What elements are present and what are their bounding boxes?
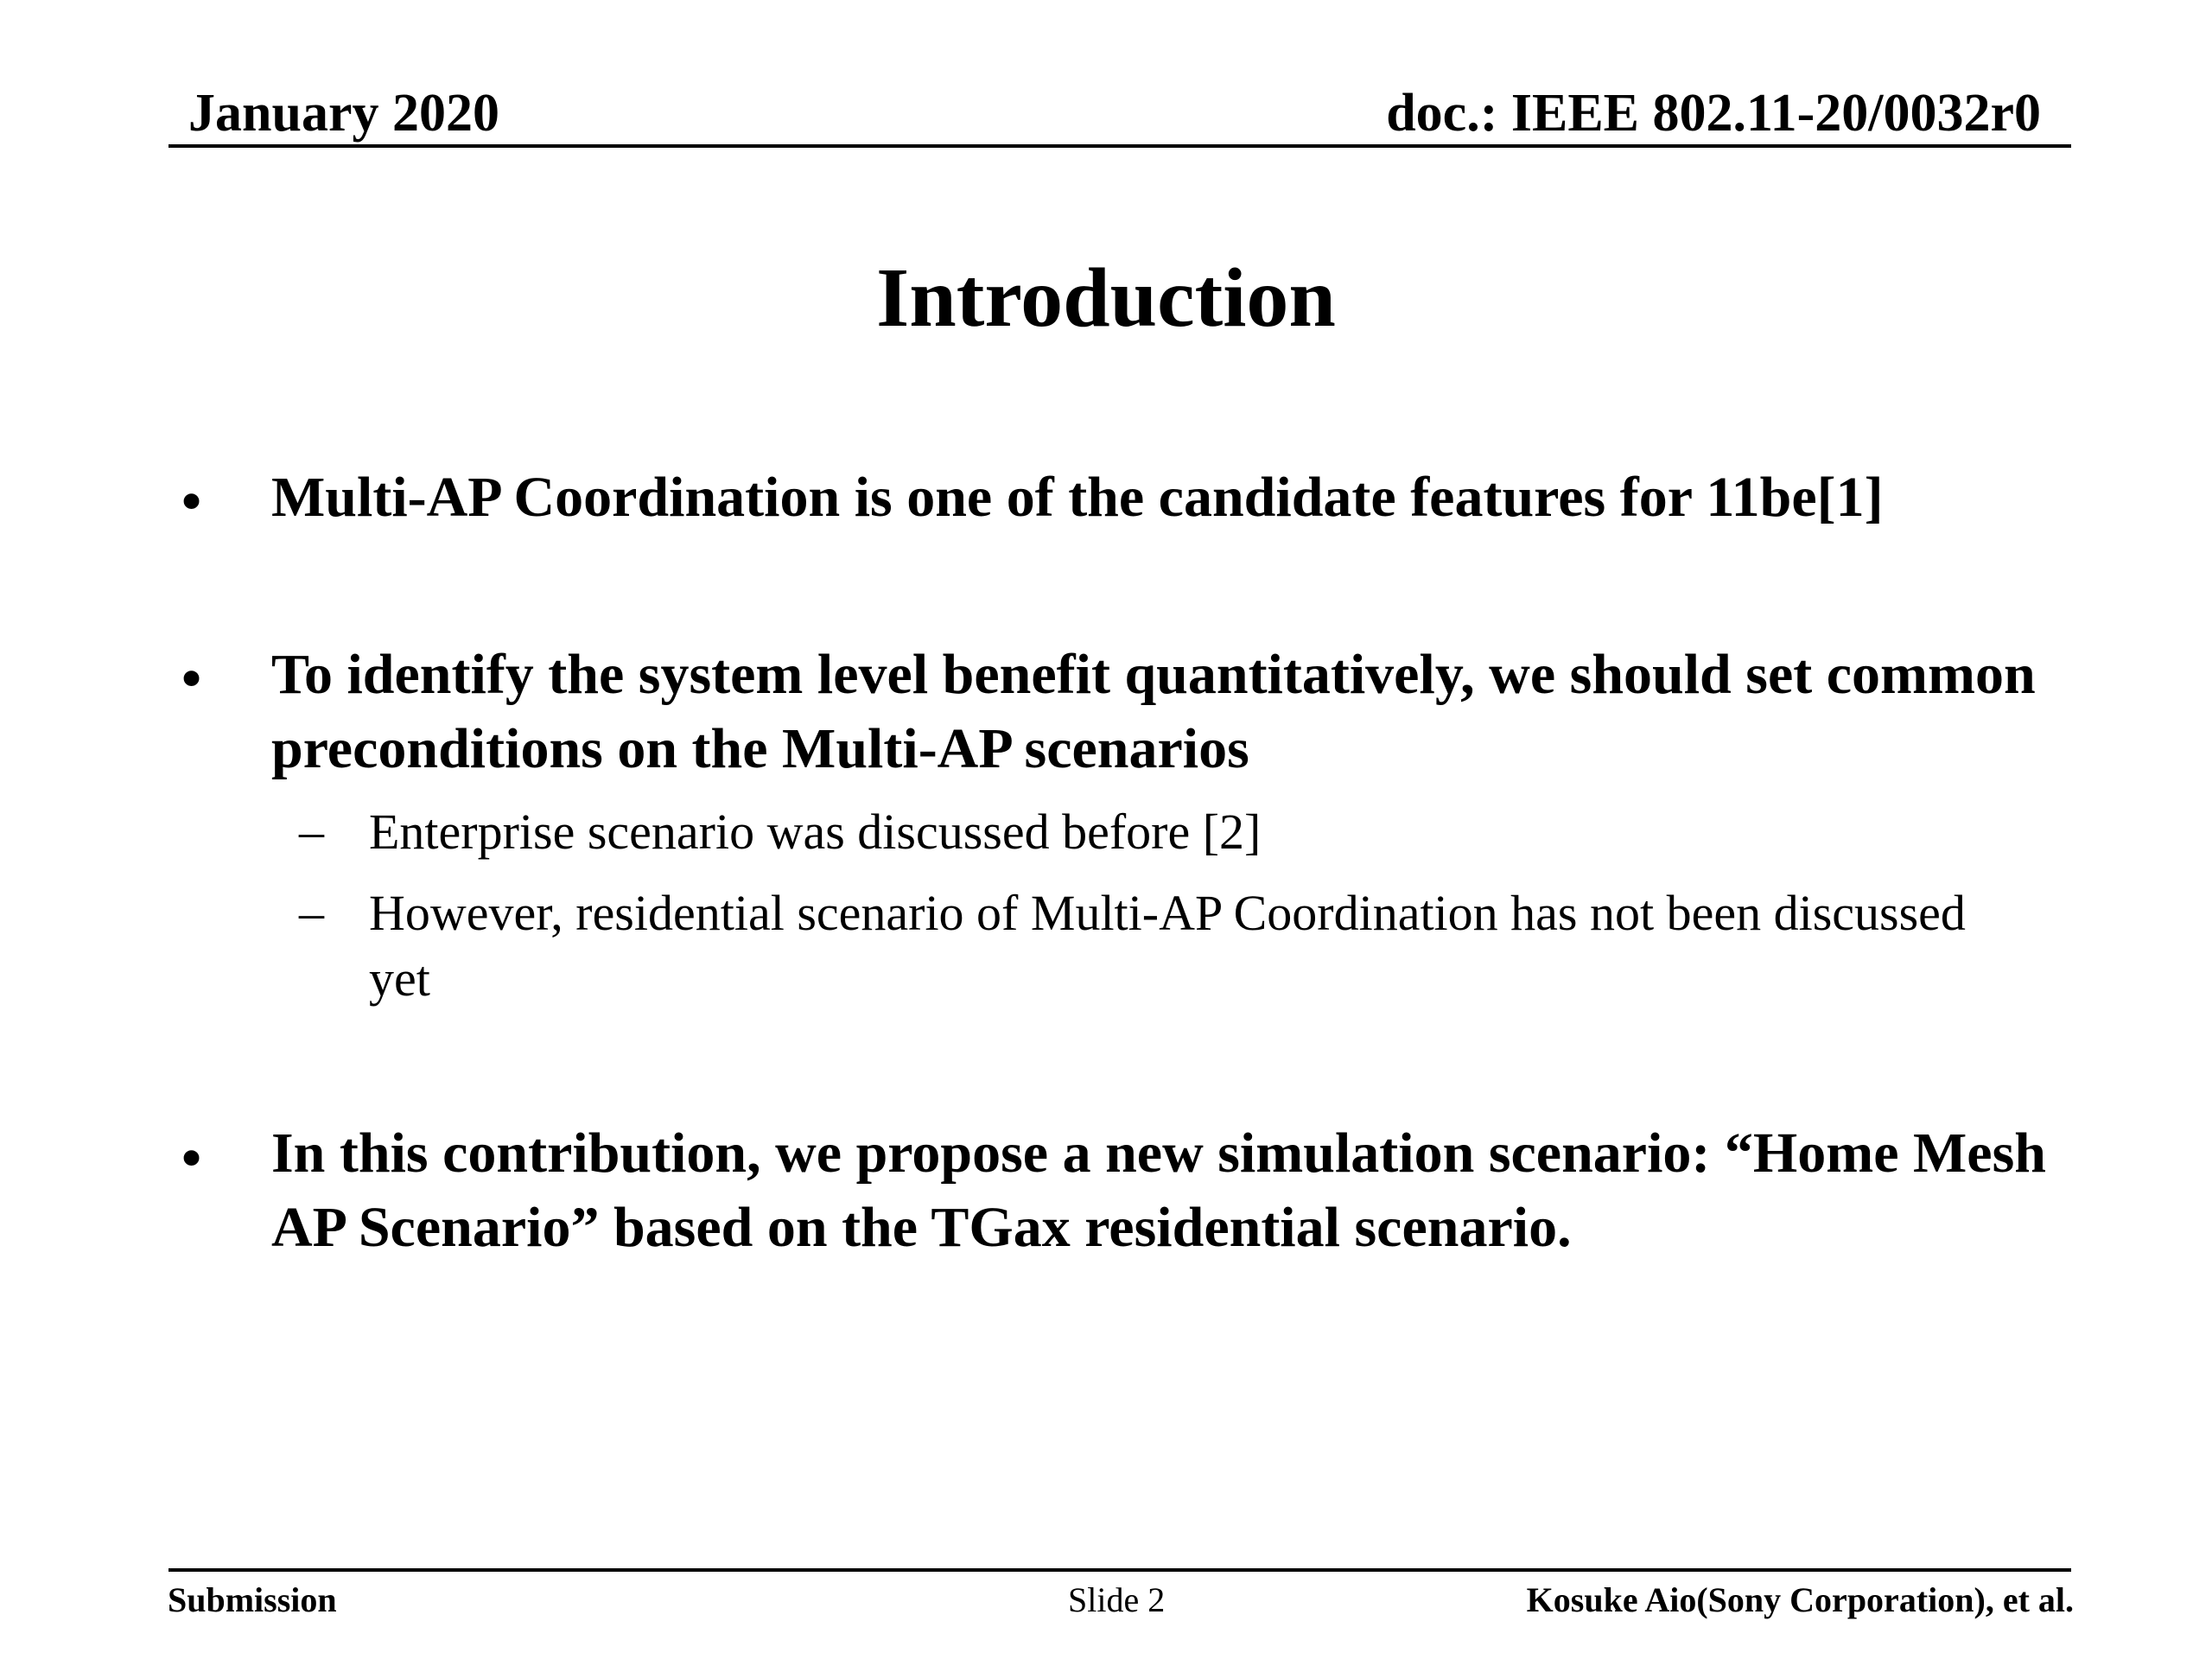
bullet-marker: • bbox=[181, 647, 202, 710]
footer-author: Kosuke Aio(Sony Corporation), et al. bbox=[1526, 1580, 2074, 1619]
bullet-text: In this contribution, we propose a new simulation scenario: “Home Mesh AP Scenario” based on the TGax residential scenario. bbox=[271, 1122, 2046, 1259]
bullet-marker: • bbox=[181, 1127, 202, 1190]
footer-slide-number: Slide 2 bbox=[1068, 1580, 1166, 1619]
bullet-text: Multi-AP Coordination is one of the candidate features for 11be[1] bbox=[271, 466, 1884, 529]
sub-bullet-text: However, residential scenario of Multi-AP Coordination has not been discussed yet bbox=[369, 885, 1966, 1007]
header-doc-id: doc.: IEEE 802.11-20/0032r0 bbox=[1386, 84, 2041, 143]
header-date: January 2020 bbox=[188, 84, 499, 143]
footer-submission: Submission bbox=[168, 1580, 337, 1619]
footer-divider bbox=[168, 1568, 2071, 1572]
sub-bullet-text: Enterprise scenario was discussed before [2] bbox=[369, 804, 1262, 860]
header-divider bbox=[168, 144, 2071, 148]
bullet-text: To identify the system level benefit quantitatively, we should set common preconditions on the Multi-AP scenarios bbox=[271, 643, 2036, 780]
bullet-marker: • bbox=[181, 470, 202, 533]
slide-title: Introduction bbox=[876, 251, 1336, 345]
sub-bullet-marker: – bbox=[299, 803, 324, 859]
sub-bullet-marker: – bbox=[299, 884, 324, 940]
